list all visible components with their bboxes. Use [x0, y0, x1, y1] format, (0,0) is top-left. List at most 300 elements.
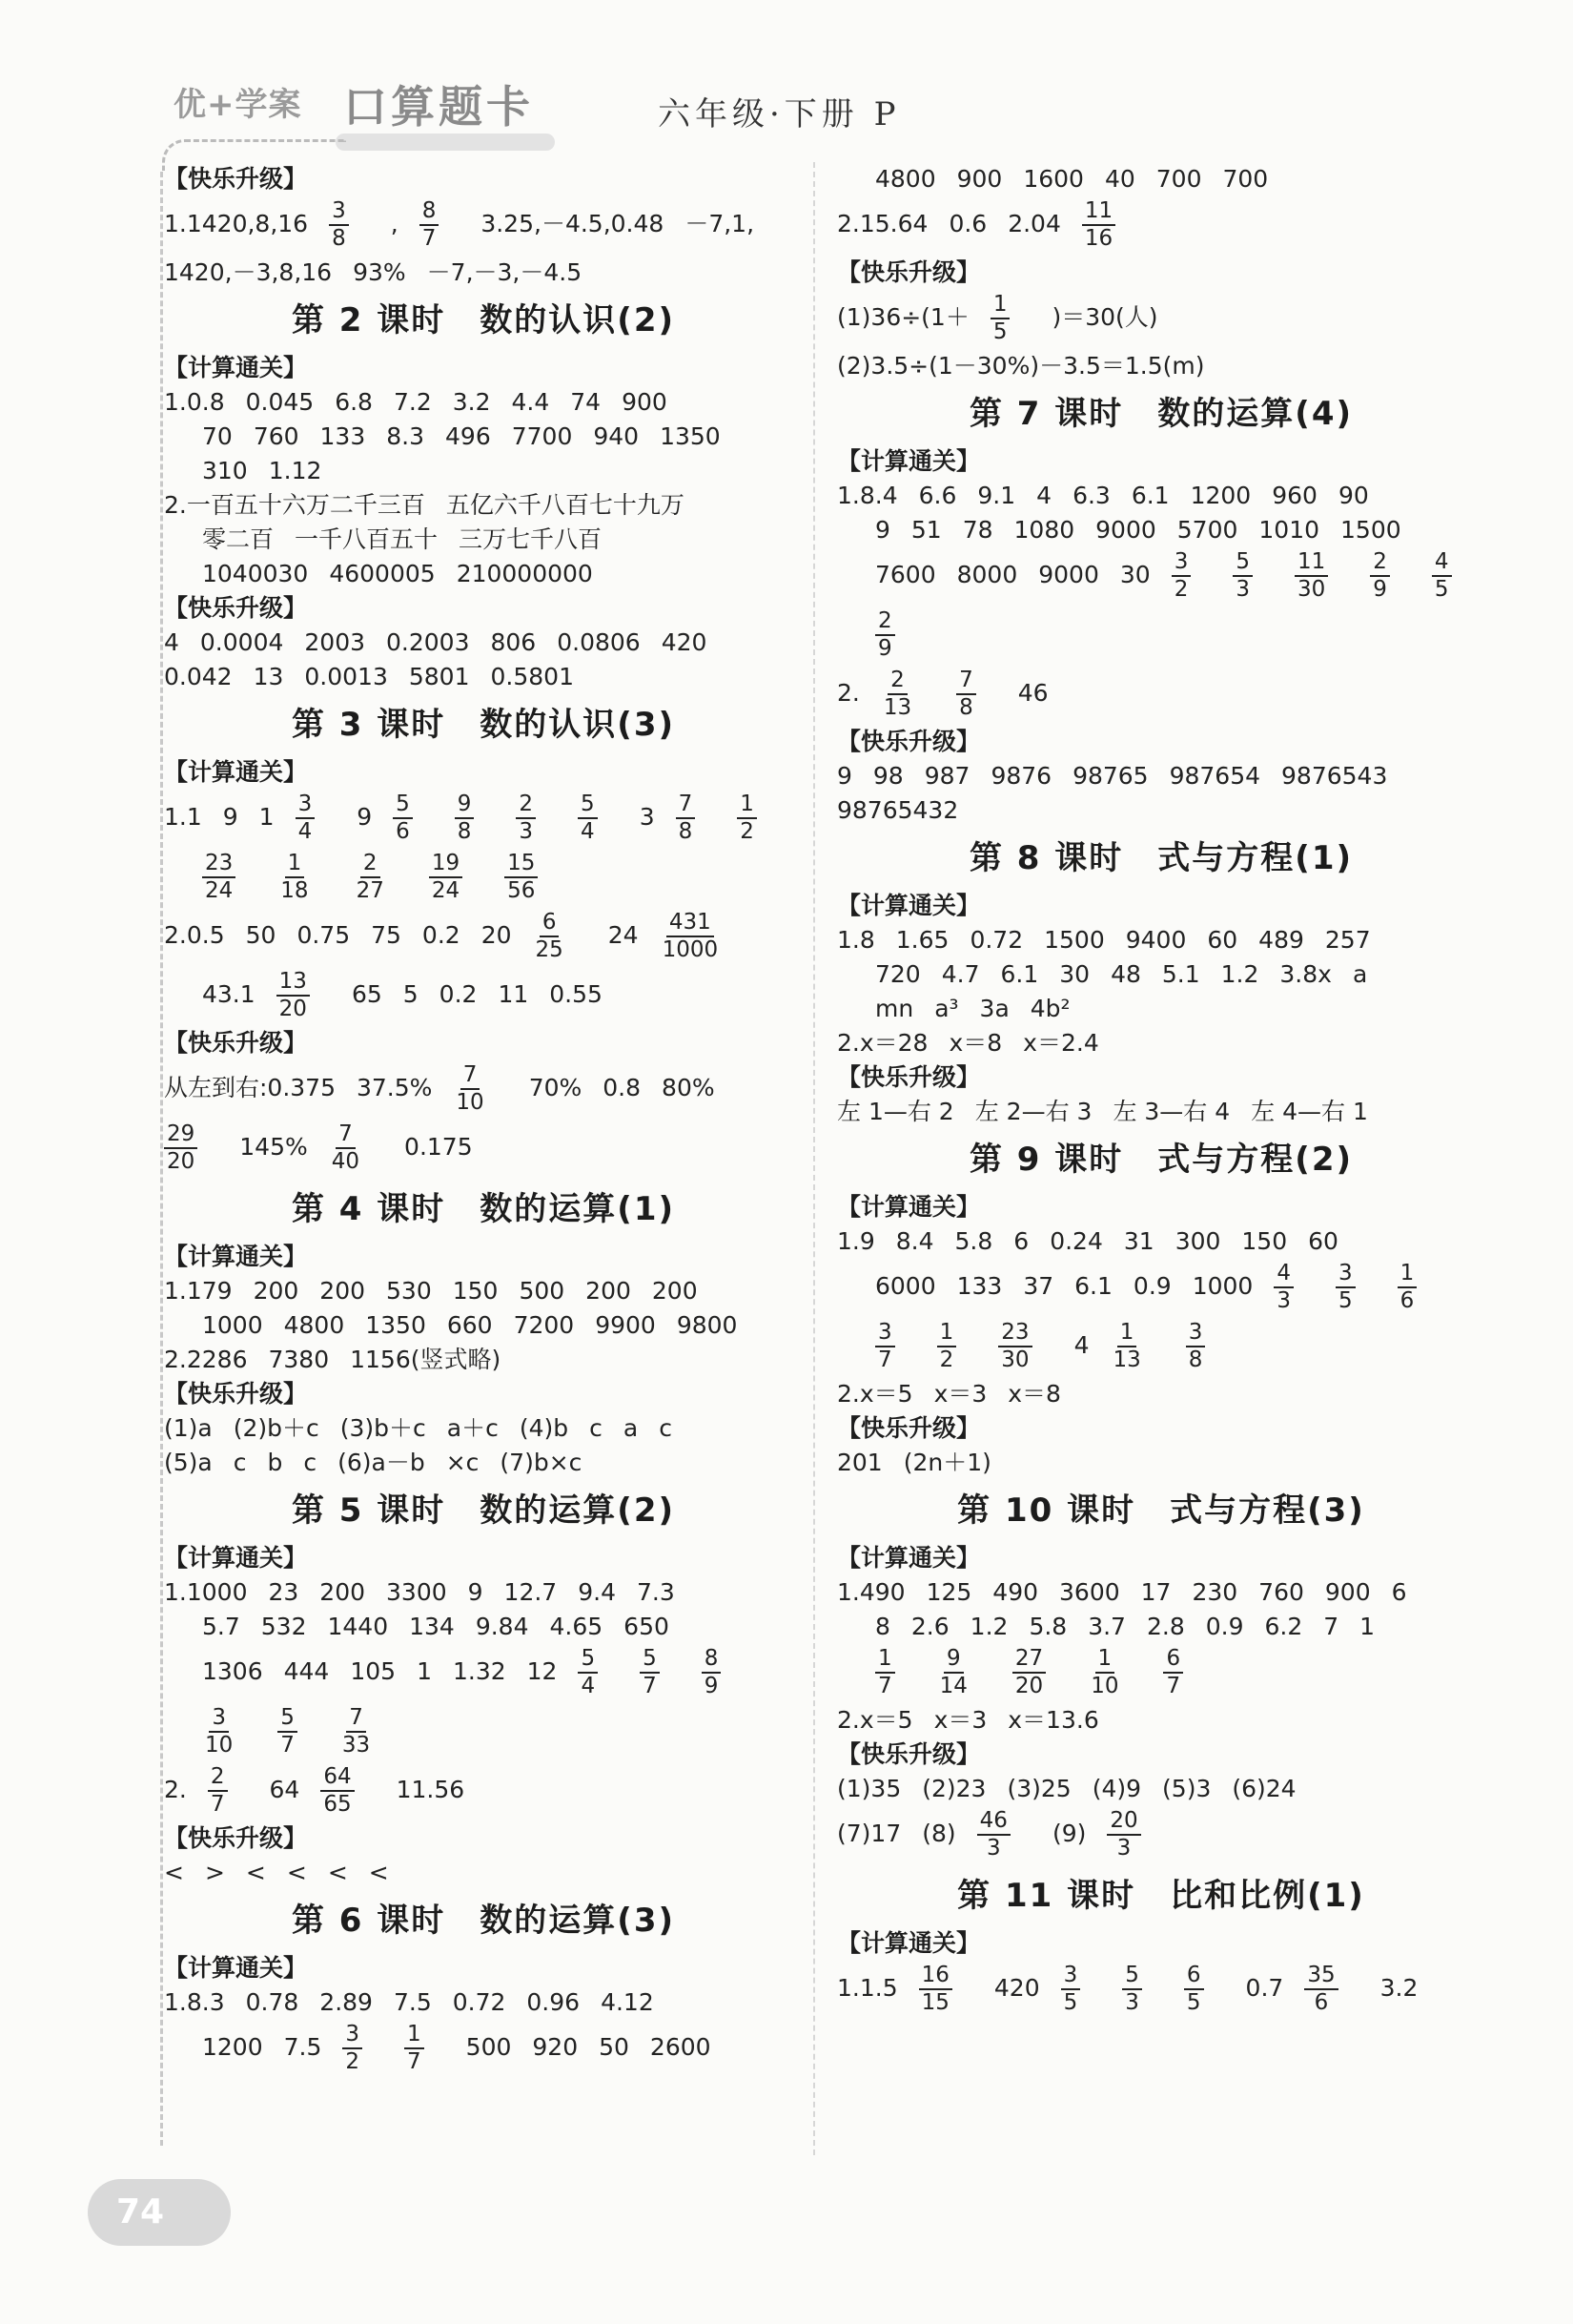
denominator: 9: [1373, 577, 1387, 602]
page-header: [162, 67, 1401, 162]
fraction: [1088, 1647, 1142, 1698]
denominator: 30: [1001, 1347, 1030, 1372]
answer-value: 0.0806: [557, 628, 641, 656]
answer-value: (7)17: [837, 1820, 902, 1847]
numerator: 1: [875, 1647, 895, 1674]
section-label: 【计算通关】: [164, 1544, 308, 1572]
numerator: 1: [991, 293, 1011, 319]
answer-value: 489: [1258, 926, 1304, 954]
answer-value: (1)36÷(1＋: [837, 303, 970, 331]
answer-value: 1156(竖式略): [350, 1346, 501, 1373]
numerator: 2: [360, 852, 380, 878]
denominator: 3: [519, 819, 534, 844]
answer-value: 5.8: [954, 1227, 993, 1255]
answer-line: [837, 923, 1485, 957]
answer-value: 7700: [511, 422, 573, 450]
section-label: 【快乐升级】: [164, 1380, 308, 1408]
answer-value: 0.7: [1245, 1974, 1284, 2002]
answer-line: [837, 957, 1485, 992]
section-label: 【计算通关】: [164, 758, 308, 786]
answer-line: [164, 2020, 803, 2079]
fraction: [342, 2023, 383, 2074]
answer-value: 2.x＝5: [837, 1380, 913, 1408]
answer-value: 940: [593, 422, 640, 450]
answer-line: [164, 420, 803, 454]
answer-line: [837, 1575, 1485, 1610]
fraction: [1295, 550, 1349, 602]
answer-value: 1.1: [164, 803, 202, 831]
numerator: 4: [1274, 1262, 1294, 1288]
fraction: [937, 1647, 991, 1698]
answer-line: [837, 1644, 1485, 1703]
denominator: 30: [1297, 577, 1326, 602]
denominator: 24: [205, 878, 234, 903]
numerator: 7: [956, 668, 976, 695]
answer-value: 5700: [1176, 516, 1238, 544]
denominator: 20: [167, 1149, 195, 1174]
denominator: 15: [921, 1990, 950, 2015]
answer-value: 6.6: [918, 482, 957, 509]
answer-value: 7.3: [636, 1578, 675, 1606]
answer-line: [837, 1095, 1485, 1129]
denominator: 2: [345, 2049, 360, 2074]
answer-value: 0.72: [970, 926, 1024, 954]
answer-value: 532: [260, 1613, 307, 1640]
numerator: 16: [919, 1964, 952, 1990]
answer-line: [837, 349, 1485, 383]
fraction: [1061, 1964, 1102, 2015]
answer-value: 0.2: [421, 921, 460, 949]
fraction: [578, 792, 619, 844]
numerator: 5: [578, 792, 598, 819]
answer-value: 9.4: [578, 1578, 616, 1606]
answer-line: [837, 1703, 1485, 1738]
answer-value: 1.32: [452, 1657, 506, 1685]
answer-value: 5.8: [1029, 1613, 1068, 1640]
answer-value: 720: [875, 960, 921, 988]
answer-value: 31: [1123, 1227, 1154, 1255]
fraction: [737, 792, 778, 844]
answer-value: x＝8: [949, 1029, 1003, 1057]
answer-value: 70: [202, 422, 233, 450]
answer-line: [164, 1644, 803, 1703]
fraction: [881, 668, 935, 720]
answer-value: 4.7: [941, 960, 980, 988]
answer-value: 0.72: [452, 1988, 506, 2016]
numerator: 8: [419, 199, 439, 226]
answer-value: 900: [956, 165, 1003, 193]
answer-value: 257: [1324, 926, 1371, 954]
answer-value: (8): [922, 1820, 956, 1847]
grade-label: 六年级·下册 P: [658, 95, 901, 134]
fraction: [1012, 1647, 1067, 1698]
fraction: [453, 1063, 507, 1115]
answer-value: 0.045: [245, 388, 315, 416]
answer-value: 1420,－3,8,16: [164, 258, 333, 286]
answer-value: 1080: [1013, 516, 1075, 544]
answer-value: 1010: [1258, 516, 1320, 544]
answer-line: [837, 607, 1485, 666]
book-title: 口算题卡: [343, 81, 534, 133]
answer-line: [837, 992, 1485, 1026]
numerator: 3: [342, 2023, 362, 2049]
denominator: 2: [939, 1347, 954, 1372]
fraction: [1186, 1321, 1227, 1372]
section-label: 【快乐升级】: [837, 258, 981, 286]
answer-line: [164, 908, 803, 967]
answer-line: [164, 660, 803, 694]
denominator: 5: [1434, 577, 1449, 602]
answer-value: 960: [1272, 482, 1318, 509]
numerator: 2: [208, 1765, 228, 1792]
section-label: 【计算通关】: [837, 447, 981, 475]
answer-value: 9.1: [977, 482, 1016, 509]
answer-value: 23: [268, 1578, 299, 1606]
answer-line: [164, 1060, 803, 1120]
answer-value: 444: [283, 1657, 330, 1685]
denominator: 9: [704, 1674, 719, 1698]
answer-value: 8.4: [895, 1227, 934, 1255]
denominator: 3: [1277, 1288, 1291, 1313]
fraction: [339, 1706, 394, 1758]
numerator: 8: [702, 1647, 722, 1674]
fraction: [660, 911, 743, 962]
denominator: 16: [1084, 226, 1113, 251]
answer-line: [837, 290, 1485, 349]
denominator: 7: [878, 1674, 892, 1698]
lesson-heading: 第 2 课时 数的认识(2): [291, 301, 676, 339]
answer-value: 201: [837, 1449, 883, 1476]
fraction: [533, 911, 587, 962]
numerator: 46: [977, 1809, 1011, 1836]
answer-value: 2600: [649, 2033, 711, 2061]
section-label: 【快乐升级】: [164, 1029, 308, 1057]
answer-value: 20: [480, 921, 512, 949]
answer-value: 4.4: [511, 388, 550, 416]
fraction: [329, 1122, 383, 1174]
answer-value: 1500: [1340, 516, 1401, 544]
answer-value: 496: [445, 422, 491, 450]
denominator: 10: [1091, 1674, 1119, 1698]
answer-value: 310: [202, 457, 248, 484]
answer-value: 93%: [353, 258, 406, 286]
numerator: 1: [1095, 1647, 1115, 1674]
answer-value: 9876: [991, 762, 1052, 790]
answer-line: [837, 1318, 1485, 1377]
answer-value: 8.3: [386, 422, 425, 450]
answer-value: 200: [319, 1578, 366, 1606]
fraction: [1163, 1647, 1204, 1698]
answer-value: a³: [934, 995, 959, 1022]
answer-line: [164, 626, 803, 660]
answer-value: 1000: [1192, 1272, 1254, 1300]
answer-value: 9: [837, 762, 852, 790]
answer-value: 900: [1324, 1578, 1371, 1606]
answer-value: 5.1: [1161, 960, 1200, 988]
section-label: 【计算通关】: [837, 1193, 981, 1221]
answer-value: 37.5%: [357, 1074, 433, 1101]
numerator: 3: [209, 1706, 229, 1733]
fraction: [1184, 1964, 1225, 2015]
answer-line: [164, 523, 803, 557]
answer-value: 30: [1119, 561, 1151, 588]
fraction: [516, 792, 557, 844]
answer-value: 4: [1036, 482, 1052, 509]
answer-value: 133: [319, 422, 366, 450]
answer-value: 1200: [1190, 482, 1252, 509]
denominator: 3: [1236, 577, 1250, 602]
left-border: [160, 172, 163, 2146]
lesson-heading: 第 4 课时 数的运算(1): [291, 1190, 676, 1228]
denominator: 8: [1188, 1347, 1203, 1372]
answer-value: 9000: [1038, 561, 1099, 588]
answer-value: 6.8: [335, 388, 373, 416]
answer-value: 43.1: [202, 980, 255, 1008]
answer-value: c: [659, 1414, 672, 1442]
answer-value: 左 1—右 2: [837, 1098, 954, 1125]
fraction: [640, 1647, 681, 1698]
denominator: 8: [457, 819, 472, 844]
answer-line: [164, 1575, 803, 1610]
answer-line: [837, 513, 1485, 547]
numerator: 5: [640, 1647, 660, 1674]
answer-value: 1.1420,8,16: [164, 210, 309, 237]
denominator: 13: [883, 695, 912, 720]
answer-value: 1.179: [164, 1277, 233, 1305]
answer-line: [837, 1026, 1485, 1060]
answer-value: 7.5: [283, 2033, 322, 2061]
denominator: 9: [878, 636, 892, 661]
fraction: [676, 792, 717, 844]
numerator: 7: [460, 1063, 480, 1090]
answer-value: 12.7: [503, 1578, 558, 1606]
answer-value: 50: [245, 921, 276, 949]
answer-line: [164, 256, 803, 290]
answer-line: [164, 557, 803, 591]
fraction: [1172, 550, 1213, 602]
answer-value: 105: [350, 1657, 397, 1685]
denominator: 20: [1014, 1674, 1044, 1698]
answer-value: 40: [1104, 165, 1135, 193]
denominator: 1000: [662, 937, 719, 962]
fraction: [875, 1647, 916, 1698]
section-label: 【快乐升级】: [837, 728, 981, 755]
section-label: 【快乐升级】: [837, 1414, 981, 1442]
answer-value: 80%: [662, 1074, 715, 1101]
answer-line: [837, 666, 1485, 725]
answer-value: 6.3: [1072, 482, 1111, 509]
denominator: 7: [421, 226, 437, 251]
answer-value: 6.2: [1264, 1613, 1303, 1640]
answer-line: [164, 1703, 803, 1762]
fraction: [875, 609, 916, 661]
fraction: [919, 1964, 973, 2015]
denominator: 6: [1399, 1288, 1415, 1313]
answer-value: 0.2003: [386, 628, 470, 656]
answer-value: 2.15.64: [837, 210, 929, 237]
denominator: 8: [959, 695, 973, 720]
answer-value: 1.9: [837, 1227, 875, 1255]
denominator: 5: [1063, 1990, 1078, 2015]
answer-value: 1440: [327, 1613, 389, 1640]
answer-value: 左 4—右 1: [1251, 1098, 1368, 1125]
answer-value: 2.x＝28: [837, 1029, 929, 1057]
answer-value: －7,－3,－4.5: [426, 258, 582, 286]
answer-line: [837, 547, 1485, 607]
fraction: [202, 1706, 256, 1758]
answer-line: [164, 1446, 803, 1480]
answer-value: 1350: [365, 1311, 426, 1339]
lesson-heading: 第 8 课时 式与方程(1): [969, 839, 1354, 877]
answer-value: 150: [452, 1277, 499, 1305]
answer-value: (1)a: [164, 1414, 213, 1442]
answer-value: 0.24: [1050, 1227, 1103, 1255]
brand-logo: 优+学案: [174, 86, 302, 124]
answer-value: (9): [1052, 1820, 1087, 1847]
answer-value: 3600: [1059, 1578, 1120, 1606]
fraction: [1233, 550, 1274, 602]
answer-value: 48: [1111, 960, 1141, 988]
answer-value: 1.8.4: [837, 482, 898, 509]
answer-value: 133: [956, 1272, 1003, 1300]
answer-value: 150: [1241, 1227, 1288, 1255]
answer-value: 9: [222, 803, 238, 831]
answer-value: 3a: [979, 995, 1010, 1022]
denominator: 7: [210, 1792, 225, 1817]
answer-value: 2.: [164, 1776, 187, 1803]
answer-value: <: [286, 1859, 307, 1886]
section-label: 【快乐升级】: [164, 1824, 308, 1852]
denominator: 5: [1186, 1990, 1201, 2015]
answer-value: 一千八百五十: [295, 525, 439, 553]
answer-line: [837, 1377, 1485, 1411]
fraction: [875, 1321, 916, 1372]
fraction: [354, 852, 408, 903]
numerator: 3: [1172, 550, 1192, 577]
answer-value: (3)b＋c: [339, 1414, 426, 1442]
answer-value: a: [1352, 960, 1368, 988]
answer-value: 230: [1192, 1578, 1238, 1606]
numerator: 2: [888, 668, 908, 695]
answer-value: 98765: [1072, 762, 1149, 790]
answer-value: 2.一百五十六万二千三百: [164, 491, 425, 519]
numerator: 2: [516, 792, 536, 819]
answer-value: (4)9: [1092, 1775, 1142, 1802]
answer-value: x＝8: [1008, 1380, 1061, 1408]
answer-value: 60: [1308, 1227, 1338, 1255]
numerator: 27: [1012, 1647, 1046, 1674]
answer-line: [164, 1411, 803, 1446]
denominator: 10: [205, 1733, 234, 1758]
answer-value: 0.78: [245, 1988, 299, 2016]
answer-line: [164, 1610, 803, 1644]
denominator: 7: [1166, 1674, 1181, 1698]
answer-value: 9: [357, 803, 373, 831]
answer-value: 17: [1140, 1578, 1172, 1606]
answer-line: [837, 793, 1485, 828]
numerator: 1: [1398, 1262, 1418, 1288]
numerator: 3: [329, 199, 349, 226]
answer-value: 2.6: [910, 1613, 950, 1640]
answer-line: [164, 849, 803, 908]
answer-value: (3)25: [1007, 1775, 1072, 1802]
answer-value: x＝3: [933, 1706, 988, 1734]
section-label: 【计算通关】: [837, 1544, 981, 1572]
fraction: [393, 792, 434, 844]
answer-value: 660: [446, 1311, 493, 1339]
numerator: 9: [455, 792, 475, 819]
denominator: 20: [278, 997, 307, 1021]
section-label: 【计算通关】: [164, 1243, 308, 1270]
answer-value: 200: [253, 1277, 299, 1305]
answer-line: [837, 759, 1485, 793]
denominator: 7: [643, 1674, 657, 1698]
answer-value: a＋c: [446, 1414, 499, 1442]
answer-value: 60: [1207, 926, 1238, 954]
numerator: 7: [346, 1706, 366, 1733]
fraction: [1336, 1262, 1377, 1313]
lesson-heading: 第 3 课时 数的认识(3): [291, 706, 676, 744]
answer-value: 920: [532, 2033, 579, 2061]
answer-value: 500: [465, 2033, 512, 2061]
answer-value: 6.1: [1131, 482, 1170, 509]
answer-value: 90: [1338, 482, 1369, 509]
denominator: 3: [986, 1836, 1001, 1861]
fraction: [991, 293, 1032, 344]
answer-value: 145%: [239, 1133, 308, 1161]
fraction: [1432, 550, 1473, 602]
answer-value: 0.6: [949, 210, 988, 237]
section-label: 【快乐升级】: [164, 165, 308, 193]
lesson-heading: 第 7 课时 数的运算(4): [969, 395, 1354, 433]
fraction: [320, 1765, 375, 1817]
numerator: 5: [578, 1647, 598, 1674]
denominator: 3: [1116, 1836, 1132, 1861]
section-label: 【快乐升级】: [837, 1063, 981, 1091]
answer-value: 650: [623, 1613, 669, 1640]
lesson-heading: 第 11 课时 比和比例(1): [957, 1877, 1365, 1915]
lesson-heading: 第 10 课时 式与方程(3): [957, 1491, 1365, 1530]
answer-value: 9.84: [475, 1613, 529, 1640]
answer-value: 3.2: [1379, 1974, 1419, 2002]
numerator: 2: [875, 609, 895, 636]
answer-value: 78: [962, 516, 993, 544]
fraction: [455, 792, 496, 844]
answer-value: c: [303, 1449, 317, 1476]
answer-value: 0.0004: [199, 628, 284, 656]
answer-value: ,: [390, 210, 398, 237]
answer-value: 1000: [202, 1311, 263, 1339]
answer-value: 1306: [202, 1657, 263, 1685]
answer-value: (2n＋1): [903, 1449, 991, 1476]
fraction: [1398, 1262, 1439, 1313]
answer-value: x＝2.4: [1023, 1029, 1099, 1057]
denominator: 10: [456, 1090, 484, 1115]
section-label: 【计算通关】: [164, 1954, 308, 1982]
answer-value: 3.25,－4.5,0.48: [480, 210, 664, 237]
denominator: 40: [331, 1149, 360, 1174]
answer-value: 1500: [1044, 926, 1105, 954]
denominator: 6: [396, 819, 410, 844]
answer-value: 200: [319, 1277, 366, 1305]
answer-line: [164, 488, 803, 523]
lesson-heading: 第 9 课时 式与方程(2): [969, 1141, 1354, 1179]
numerator: 5: [1122, 1964, 1142, 1990]
fraction: [276, 970, 331, 1021]
answer-value: c: [233, 1449, 247, 1476]
lesson-heading: 第 6 课时 数的运算(3): [291, 1902, 676, 1940]
answer-value: ×c: [445, 1449, 480, 1476]
